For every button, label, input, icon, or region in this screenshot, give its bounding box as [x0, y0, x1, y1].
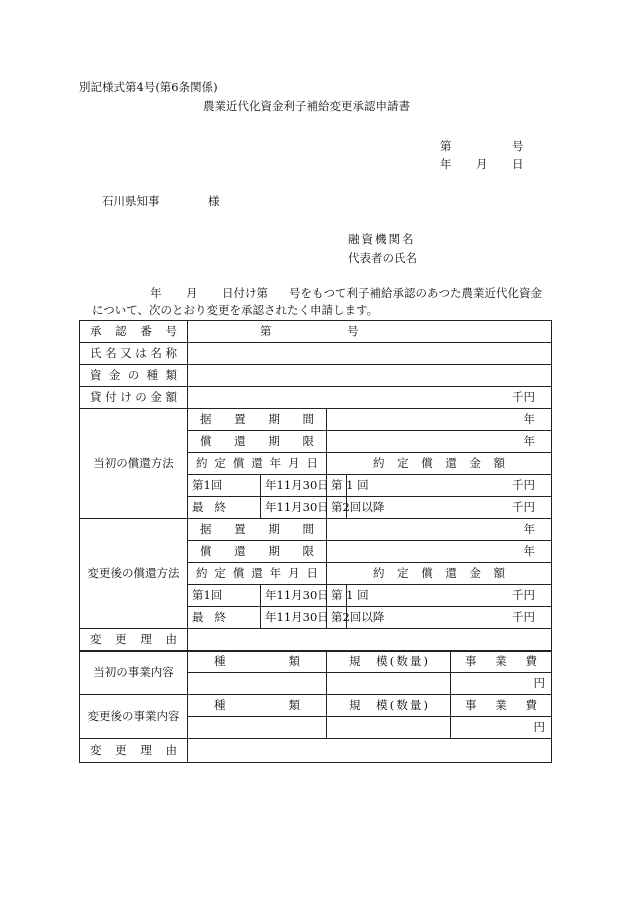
original-first-date[interactable]: 年11月30日: [261, 475, 327, 497]
date-day: 日: [512, 157, 524, 171]
original-kind-value[interactable]: [188, 673, 327, 695]
applicant-org-label: 融資機関名: [348, 232, 416, 246]
applicant-rep-label: 代表者の氏名: [348, 251, 417, 265]
change-reason-label-2: 変更理由: [80, 739, 188, 763]
change-reason-value-1[interactable]: [188, 629, 552, 651]
original-project-label: 当初の事業内容: [80, 651, 188, 695]
original-first-label: 第1回: [188, 475, 261, 497]
original-repayment-term-label: 償還期限: [188, 431, 327, 453]
changed-final-label: 最終: [188, 607, 261, 629]
name-value[interactable]: [188, 343, 552, 365]
original-kind-label: 種類: [188, 651, 327, 673]
changed-grace-period-value[interactable]: 年: [327, 519, 552, 541]
changed-scheduled-amount-label: 約定償還金額: [327, 563, 552, 585]
approval-go: 号: [347, 323, 359, 338]
changed-project-cost-label: 事業費: [451, 695, 552, 717]
date-year: 年: [440, 157, 452, 171]
original-scale-value[interactable]: [327, 673, 451, 695]
name-label: 氏名又は名称: [80, 343, 188, 365]
addressee-name: 石川県知事: [102, 194, 160, 208]
original-project-cost-value[interactable]: 円: [451, 673, 552, 695]
original-first-time-label: 第 1 回: [327, 475, 347, 497]
addressee-sama: 様: [208, 194, 220, 208]
application-form-table: [79, 320, 552, 763]
changed-second-onward-label: 第2回以降: [327, 607, 347, 629]
changed-scale-label: 規 模(数量): [327, 695, 451, 717]
loan-amount-label: 貸付けの金額: [80, 387, 188, 409]
intro-month: 月: [186, 286, 198, 300]
fund-type-label: 資金の種類: [80, 365, 188, 387]
changed-repayment-label: 変更後の償還方法: [80, 519, 188, 629]
intro-line2-text: について、次のとおり変更を承認されたく申請します。: [92, 303, 379, 317]
original-grace-period-value[interactable]: 年: [327, 409, 552, 431]
original-first-amount[interactable]: 千円: [347, 475, 552, 497]
change-reason-label-1: 変更理由: [80, 629, 188, 651]
form-reference: 別記様式第4号(第6条関係): [79, 80, 218, 94]
doc-number-dai: 第: [440, 139, 452, 153]
loan-amount-value[interactable]: 千円: [188, 387, 552, 409]
changed-first-label: 第1回: [188, 585, 261, 607]
changed-kind-value[interactable]: [188, 717, 327, 739]
original-final-label: 最終: [188, 497, 261, 519]
changed-repayment-term-label: 償還期限: [188, 541, 327, 563]
changed-scale-value[interactable]: [327, 717, 451, 739]
approval-number-label: 承認番号: [80, 321, 188, 343]
original-scheduled-amount-label: 約定償還金額: [327, 453, 552, 475]
changed-grace-period-label: 据置期間: [188, 519, 327, 541]
document-title: 農業近代化資金利子補給変更承認申請書: [203, 99, 410, 113]
changed-first-amount[interactable]: 千円: [347, 585, 552, 607]
original-second-onward-amount[interactable]: 千円: [347, 497, 552, 519]
date-month: 月: [476, 157, 488, 171]
changed-first-date[interactable]: 年11月30日: [261, 585, 327, 607]
approval-dai: 第: [260, 323, 272, 338]
approval-number-value[interactable]: [188, 321, 552, 343]
original-scheduled-date-label: 約定償還年月日: [188, 453, 327, 475]
doc-number-go: 号: [512, 139, 524, 153]
intro-day-no: 日付け第: [222, 286, 268, 300]
original-second-onward-label: 第2回以降: [327, 497, 347, 519]
changed-kind-label: 種類: [188, 695, 327, 717]
original-repayment-term-value[interactable]: 年: [327, 431, 552, 453]
changed-second-onward-amount[interactable]: 千円: [347, 607, 552, 629]
intro-line1-text: 号をもつて利子補給承認のあつた農業近代化資金: [289, 286, 542, 300]
changed-repayment-term-value[interactable]: 年: [327, 541, 552, 563]
changed-final-date[interactable]: 年11月30日: [261, 607, 327, 629]
changed-project-label: 変更後の事業内容: [80, 695, 188, 739]
intro-year: 年: [150, 286, 162, 300]
original-repayment-label: 当初の償還方法: [80, 409, 188, 519]
original-scale-label: 規 模(数量): [327, 651, 451, 673]
changed-first-time-label: 第 1 回: [327, 585, 347, 607]
original-project-cost-label: 事業費: [451, 651, 552, 673]
changed-project-cost-value[interactable]: 円: [451, 717, 552, 739]
changed-scheduled-date-label: 約定償還年月日: [188, 563, 327, 585]
original-final-date[interactable]: 年11月30日: [261, 497, 327, 519]
change-reason-value-2[interactable]: [188, 739, 552, 763]
fund-type-value[interactable]: [188, 365, 552, 387]
original-grace-period-label: 据置期間: [188, 409, 327, 431]
